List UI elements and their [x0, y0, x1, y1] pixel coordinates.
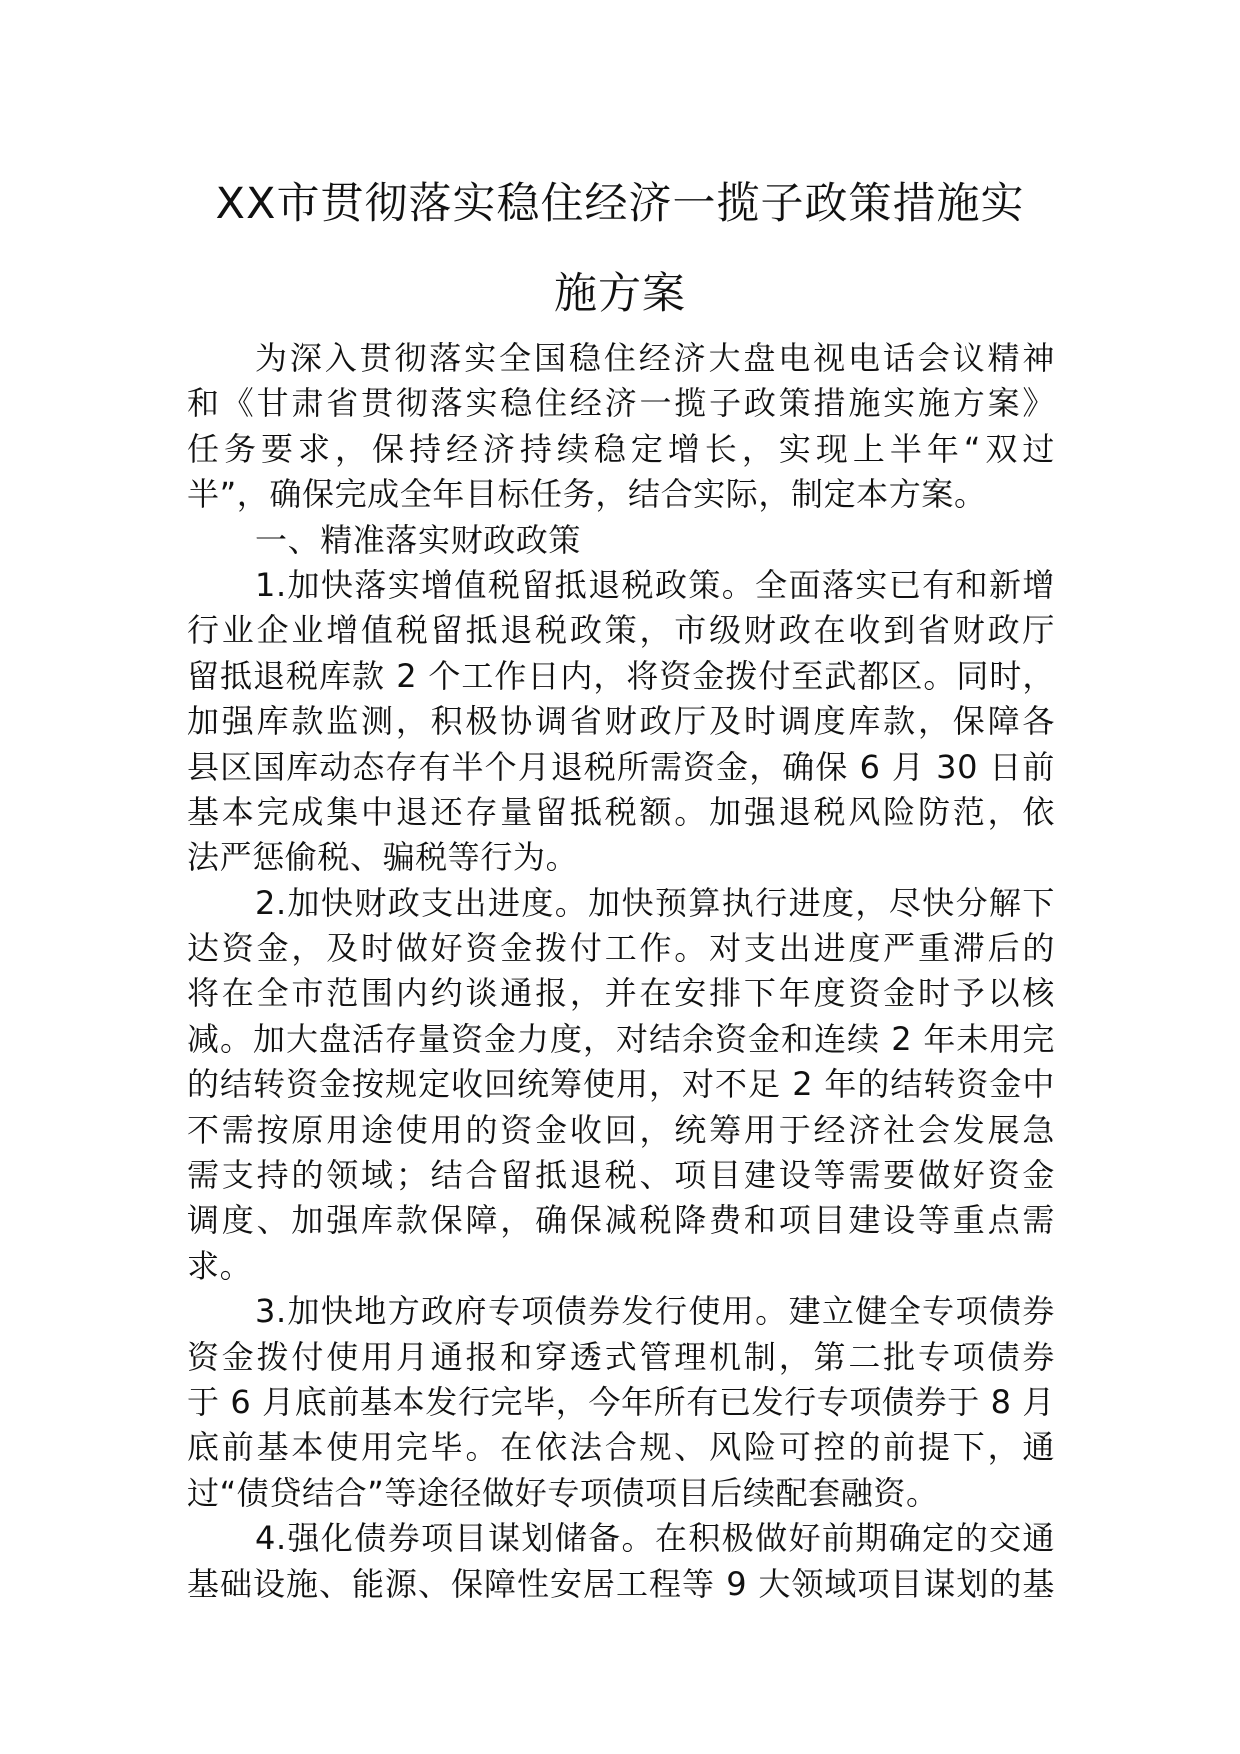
- body-line: 调度、加强库款保障，确保减税降费和项目建设等重点需: [187, 1201, 1055, 1240]
- body-line: 半”，确保完成全年目标任务，结合实际，制定本方案。: [187, 475, 987, 514]
- body-line: 基础设施、能源、保障性安居工程等 9 大领域项目谋划的基: [187, 1564, 1055, 1603]
- body-line: 和《甘肃省贯彻落实稳住经济一揽子政策措施实施方案》: [187, 384, 1055, 423]
- body-line: 法严惩偷税、骗税等行为。: [187, 838, 579, 877]
- body-line: 县区国库动态存有半个月退税所需资金，确保 6 月 30 日前: [187, 747, 1055, 786]
- document-title-line2: 施方案: [554, 269, 686, 319]
- body-line: 3.加快地方政府专项债券发行使用。建立健全专项债券: [255, 1292, 1055, 1331]
- body-line: 的结转资金按规定收回统筹使用，对不足 2 年的结转资金中: [187, 1065, 1055, 1104]
- body-line: 为深入贯彻落实全国稳住经济大盘电视电话会议精神: [255, 339, 1055, 377]
- body-line: 减。加大盘活存量资金力度，对结余资金和连续 2 年未用完: [187, 1019, 1055, 1058]
- body-line: 行业企业增值税留抵退税政策，市级财政在收到省财政厅: [187, 611, 1055, 650]
- document-body: [187, 336, 1055, 1607]
- body-line: 加强库款监测，积极协调省财政厅及时调度库款，保障各: [187, 702, 1055, 741]
- body-line: 不需按原用途使用的资金收回，统筹用于经济社会发展急: [187, 1110, 1055, 1149]
- body-line: 留抵退税库款 2 个工作日内，将资金拨付至武都区。同时，: [187, 656, 1055, 695]
- body-line: 2.加快财政支出进度。加快预算执行进度，尽快分解下: [255, 883, 1055, 922]
- body-line: 4.强化债券项目谋划储备。在积极做好前期确定的交通: [255, 1519, 1055, 1558]
- body-line: 需支持的领域；结合留抵退税、项目建设等需要做好资金: [187, 1156, 1055, 1195]
- body-line: 任务要求，保持经济持续稳定增长，实现上半年“双过: [187, 429, 1055, 468]
- body-line: 达资金，及时做好资金拨付工作。对支出进度严重滞后的: [187, 929, 1055, 968]
- body-line: 基本完成集中退还存量留抵税额。加强退税风险防范，依: [187, 792, 1055, 831]
- body-line: 一、精准落实财政政策: [255, 520, 582, 559]
- body-line: 于 6 月底前基本发行完毕，今年所有已发行专项债券于 8 月: [187, 1382, 1055, 1421]
- body-line: 1.加快落实增值税留抵退税政策。全面落实已有和新增: [255, 565, 1055, 604]
- document-title-line1: XX市贯彻落实稳住经济一揽子政策措施实: [215, 179, 1025, 229]
- body-line: 求。: [187, 1246, 253, 1285]
- body-line: 将在全市范围内约谈通报，并在安排下年度资金时予以核: [187, 974, 1055, 1013]
- body-line: 底前基本使用完毕。在依法合规、风险可控的前提下，通: [187, 1428, 1055, 1467]
- body-line: 过“债贷结合”等途径做好专项债项目后续配套融资。: [187, 1473, 939, 1512]
- body-line: 资金拨付使用月通报和穿透式管理机制，第二批专项债券: [187, 1337, 1055, 1376]
